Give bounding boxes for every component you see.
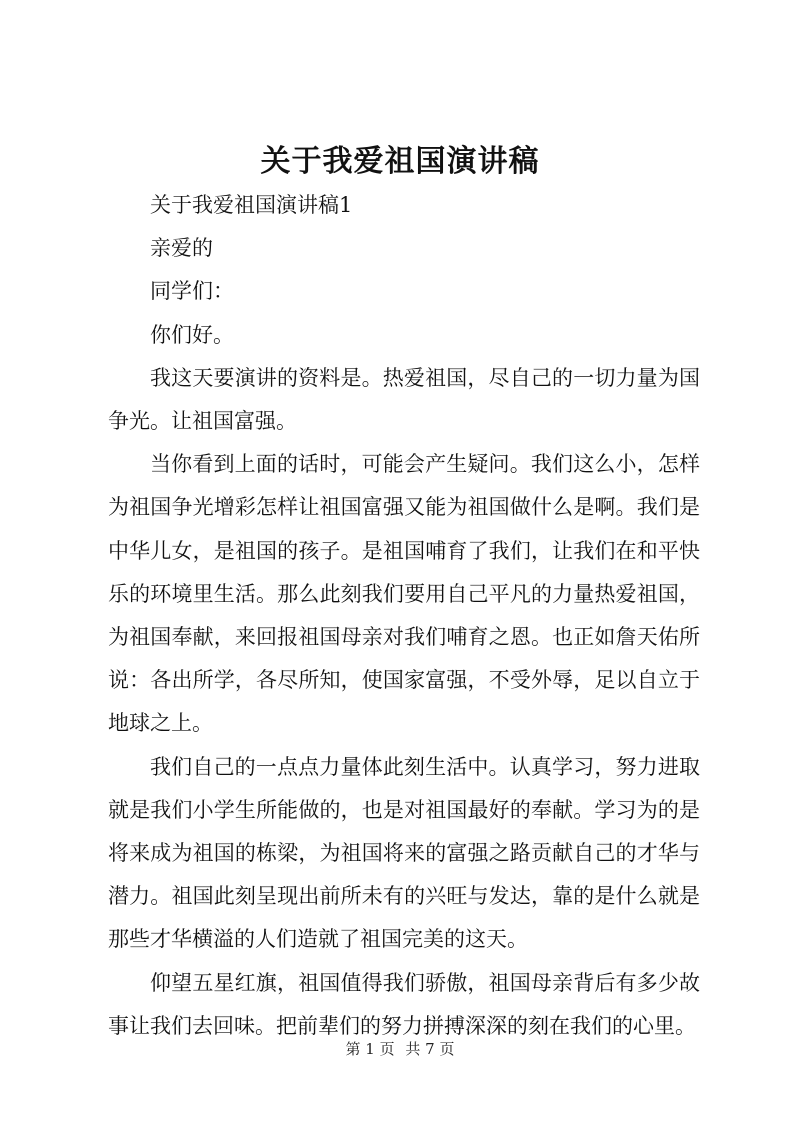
- page-total: 共 7 页: [405, 1040, 455, 1058]
- paragraph: 我们自己的一点点力量体此刻生活中。认真学习，努力进取就是我们小学生所能做的，也是对祖国最好的奉献。学习为的是将来成为祖国的栋梁，为祖国将来的富强之路贡献自己的才华与潜力。祖国此刻呈现出前所未有的兴旺与发达，靠的是什么就是那些才华横溢的人们造就了祖国完美的这天。: [108, 754, 700, 952]
- paragraph: 当你看到上面的话时，可能会产生疑问。我们这么小，怎样为祖国争光增彩怎样让祖国富强又能为祖国做什么是啊。我们是中华儿女，是祖国的孩子。是祖国哺育了我们，让我们在和平快乐的环境里生活。那么此刻我们要用自己平凡的力量热爱祖国，为祖国奉献，来回报祖国母亲对我们哺育之恩。也正如詹天佑所说：各出所学，各尽所知，使国家富强，不受外辱，足以自立于地球之上。: [108, 452, 700, 736]
- document-title: 关于我爱祖国演讲稿: [260, 144, 540, 179]
- paragraph: 同学们：: [150, 279, 234, 304]
- paragraph: 你们好。: [150, 322, 234, 347]
- paragraph: 仰望五星红旗，祖国值得我们骄傲，祖国母亲背后有多少故事让我们去回味。把前辈们的努力拼搏深深的刻在我们的心里。: [108, 970, 700, 1038]
- paragraph: 亲爱的: [150, 236, 213, 261]
- paragraph: 我这天要演讲的资料是。热爱祖国，尽自己的一切力量为国争光。让祖国富强。: [108, 365, 700, 434]
- page-number: 第 1 页: [345, 1040, 395, 1058]
- page-footer: [0, 1038, 800, 1060]
- document-body: [108, 184, 700, 1048]
- paragraph: 关于我爱祖国演讲稿1: [150, 193, 353, 217]
